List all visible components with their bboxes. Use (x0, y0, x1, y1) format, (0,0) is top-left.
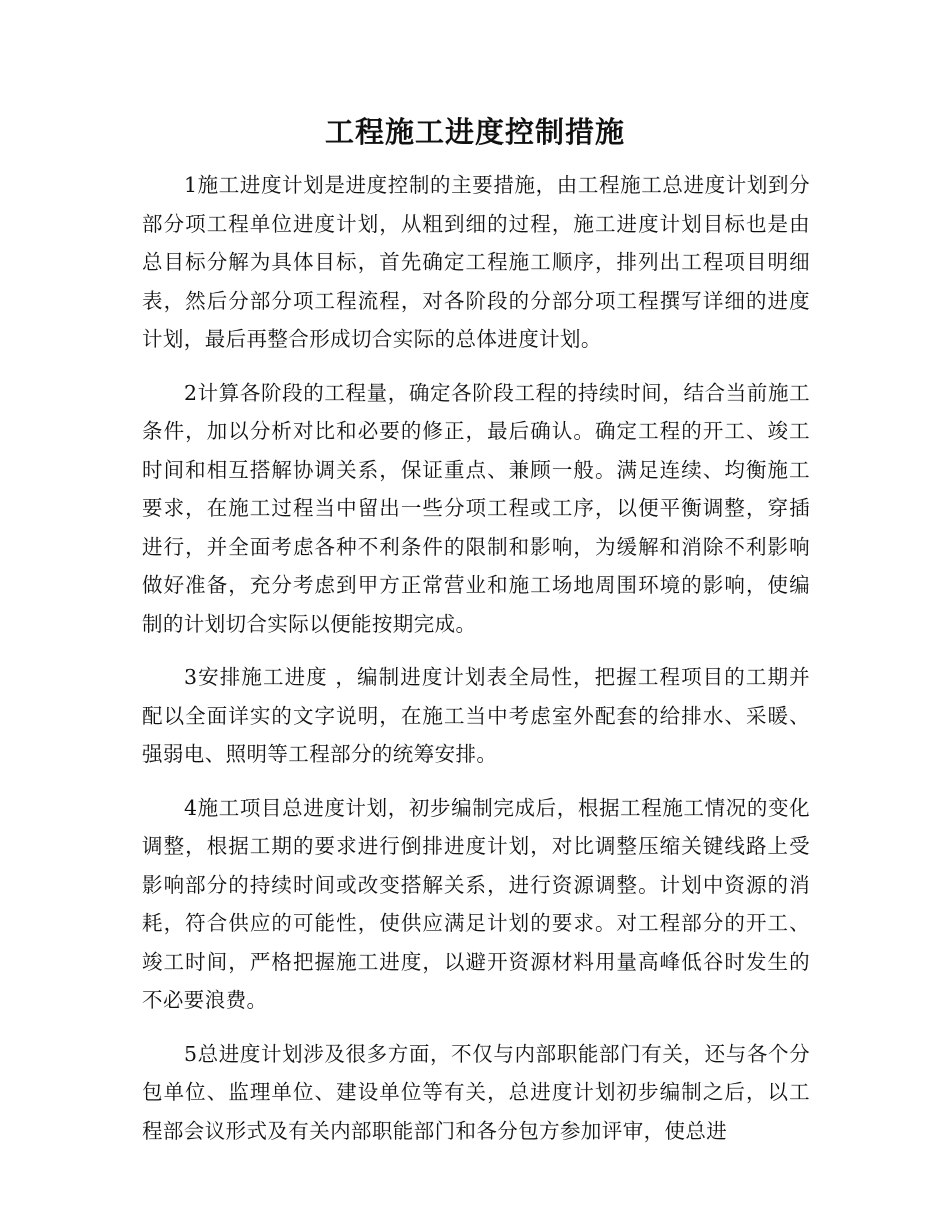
paragraph-5: 5总进度计划涉及很多方面，不仅与内部职能部门有关，还与各个分包单位、监理单位、建设单位等有关，总进度计划初步编制之后，以工程部会议形式及有关内部职能部门和各分包方参加评审，使总进 (142, 1041, 810, 1143)
document-title: 工程施工进度控制措施 (324, 115, 625, 149)
paragraph-4: 4施工项目总进度计划，初步编制完成后，根据工程施工情况的变化调整，根据工期的要求进行倒排进度计划，对比调整压缩关键线路上受影响部分的持续时间或改变搭解关系，进行资源调整。计划中资源的消耗，符合供应的可能性，使供应满足计划的要求。对工程部分的开工、竣工时间，严格把握施工进度，以避开资源材料用量高峰低谷时发生的不必要浪费。 (142, 795, 810, 1012)
document-body (142, 166, 810, 1165)
paragraph-1: 1施工进度计划是进度控制的主要措施，由工程施工总进度计划到分部分项工程单位进度计划，从粗到细的过程，施工进度计划目标也是由总目标分解为具体目标，首先确定工程施工顺序，排列出工程项目明细表，然后分部分项工程流程，对各阶段的分部分项工程撰写详细的进度计划，最后再整合形成切合实际的总体进度计划。 (142, 173, 810, 351)
paragraph-2: 2计算各阶段的工程量，确定各阶段工程的持续时间，结合当前施工条件，加以分析对比和必要的修正，最后确认。确定工程的开工、竣工时间和相互搭解协调关系，保证重点、兼顾一般。满足连续、均衡施工要求，在施工过程当中留出一些分项工程或工序，以便平衡调整，穿插进行，并全面考虑各种不利条件的限制和影响，为缓解和消除不利影响做好准备，充分考虑到甲方正常营业和施工场地周围环境的影响，使编制的计划切合实际以便能按期完成。 (142, 380, 810, 636)
paragraph-3: 3安排施工进度 ，编制进度计划表全局性，把握工程项目的工期并配以全面详实的文字说明，在施工当中考虑室外配套的给排水、采暖、强弱电、照明等工程部分的统筹安排。 (142, 665, 810, 766)
